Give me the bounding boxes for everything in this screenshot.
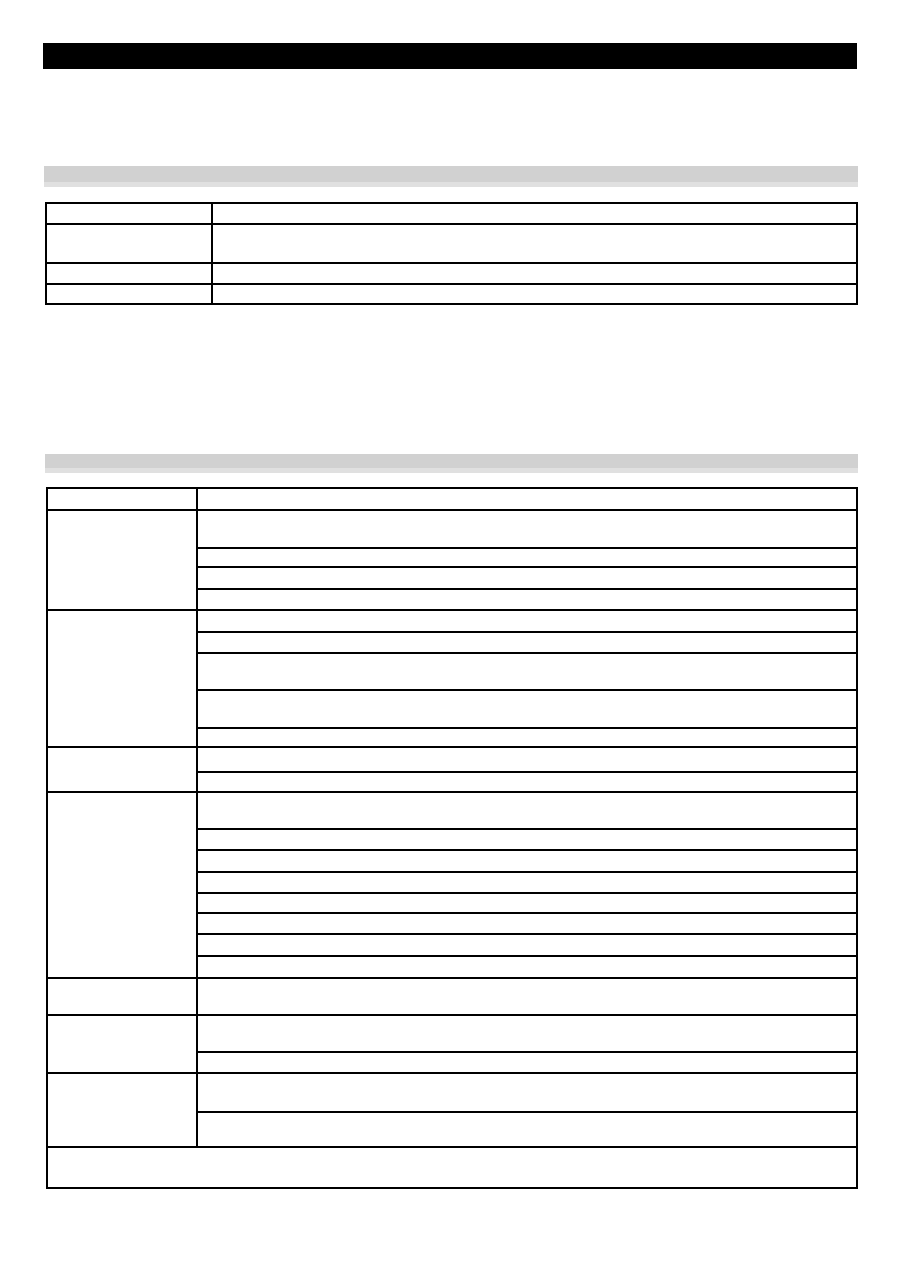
spec-value-cell: [197, 913, 857, 934]
spec-value-cell: [197, 1052, 857, 1073]
spec-table: [45, 202, 858, 305]
spec-value-cell: [197, 548, 857, 567]
table-row: [47, 488, 857, 510]
table-row: [47, 610, 857, 632]
spec-table-2-wrap: [46, 487, 858, 1189]
spec-label-cell: [46, 263, 212, 284]
table-row: [46, 284, 857, 304]
spec-label-cell: [46, 284, 212, 304]
table-row: [46, 224, 857, 263]
spec-value-cell: [212, 263, 857, 284]
table-row: [46, 263, 857, 284]
spec-value-cell: [212, 203, 857, 224]
spec-value-cell: [197, 690, 857, 728]
spec-value-cell: [212, 224, 857, 263]
spec-value-cell: [197, 1112, 857, 1147]
footer-note-cell: [47, 1147, 857, 1188]
spec-label-cell: [46, 224, 212, 263]
spec-value-cell: [197, 1015, 857, 1052]
section-2-heading-bar: [45, 454, 858, 473]
spec-value-cell: [197, 956, 857, 978]
spec-label-cell: [47, 792, 197, 978]
spec-value-cell: [197, 567, 857, 589]
spec-value-cell: [197, 1073, 857, 1112]
spec-value-cell: [197, 653, 857, 690]
table-row: [47, 747, 857, 772]
spec-label-cell: [47, 1015, 197, 1073]
table-row: [47, 1073, 857, 1112]
table-row: [46, 203, 857, 224]
spec-label-cell: [46, 203, 212, 224]
spec-value-cell: [197, 772, 857, 792]
spec-value-cell: [197, 893, 857, 913]
spec-value-cell: [197, 747, 857, 772]
spec-value-cell: [212, 284, 857, 304]
spec-value-cell: [197, 728, 857, 747]
spec-value-cell: [197, 829, 857, 850]
table-row: [47, 978, 857, 1015]
spec-label-cell: [47, 747, 197, 792]
spec-label-cell: [47, 510, 197, 610]
spec-table: [46, 487, 858, 1189]
section-1-heading-bar: [44, 166, 858, 187]
spec-value-cell: [197, 589, 857, 610]
spec-value-cell: [197, 872, 857, 893]
spec-value-cell: [197, 850, 857, 872]
spec-value-cell: [197, 632, 857, 653]
spec-value-cell: [197, 510, 857, 548]
spec-value-cell: [197, 610, 857, 632]
spec-value-cell: [197, 934, 857, 956]
spec-label-cell: [47, 1073, 197, 1147]
table-row: [47, 1147, 857, 1188]
table-row: [47, 510, 857, 548]
header-label-cell: [47, 488, 197, 510]
spec-label-cell: [47, 610, 197, 747]
spec-value-cell: [197, 978, 857, 1015]
page-title-bar: [43, 43, 857, 69]
header-value-cell: [197, 488, 857, 510]
spec-value-cell: [197, 792, 857, 829]
spec-label-cell: [47, 978, 197, 1015]
spec-table-1-wrap: [45, 202, 858, 305]
table-row: [47, 1015, 857, 1052]
table-row: [47, 792, 857, 829]
